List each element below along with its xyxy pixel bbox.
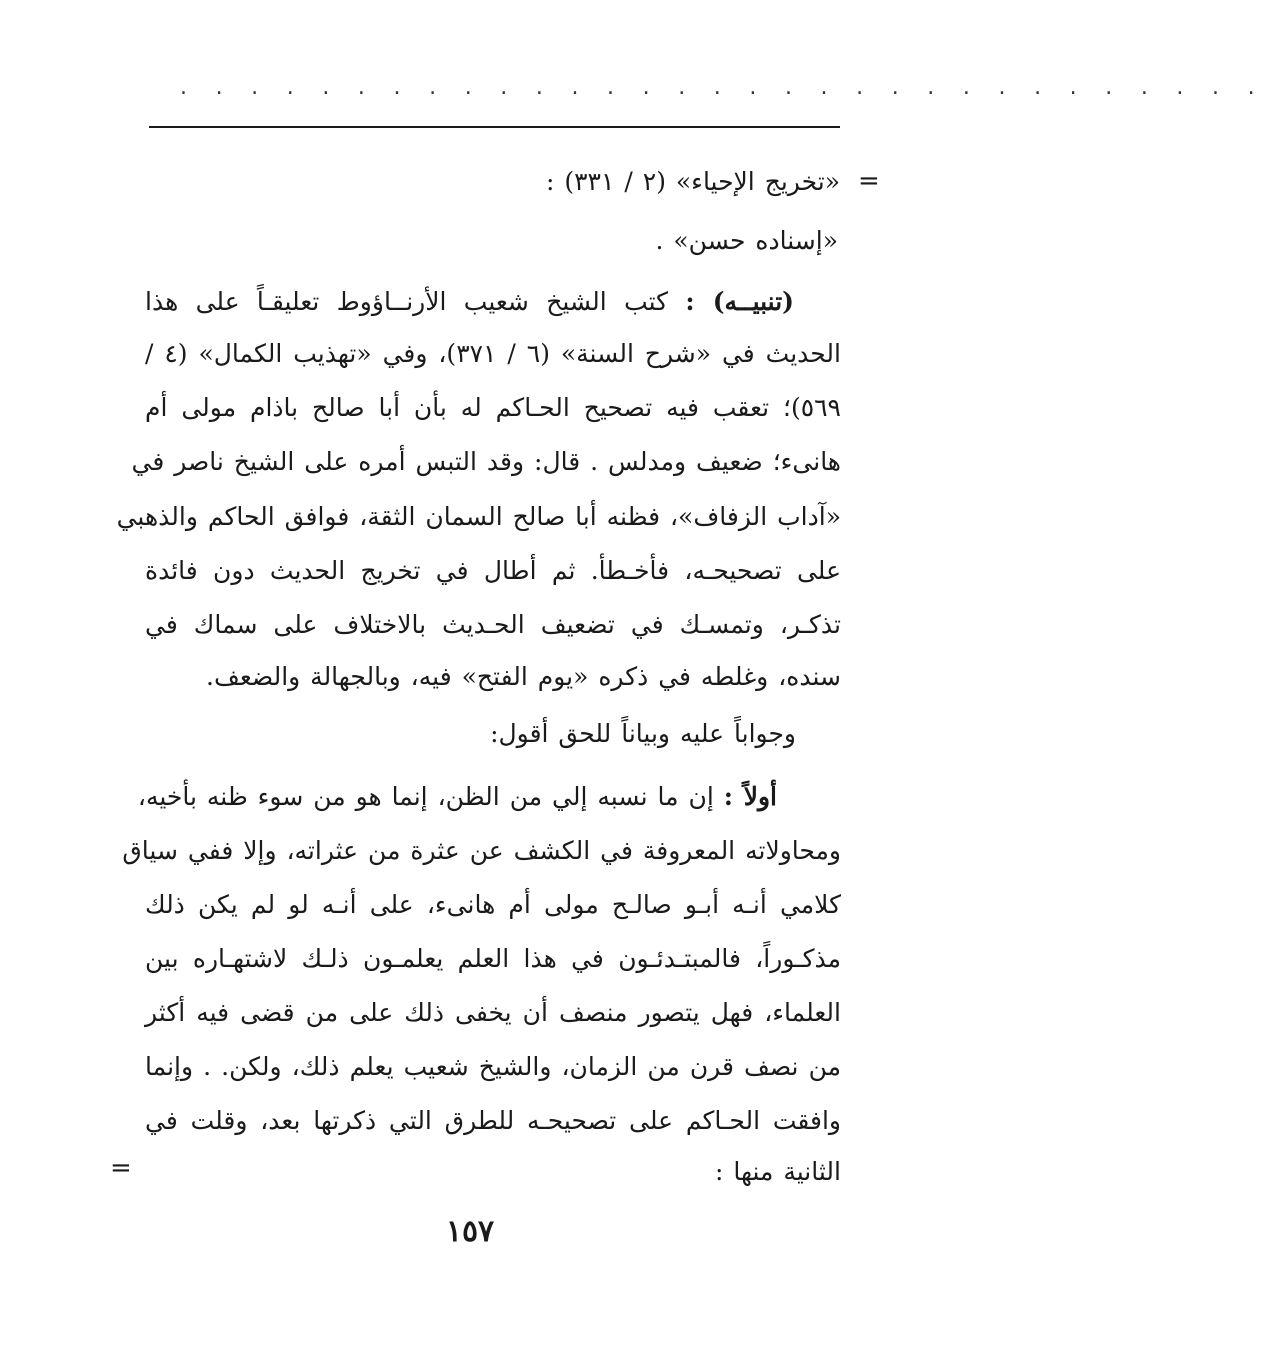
first-point-line-8: الثانية منها : <box>714 1157 841 1186</box>
page-number: ١٥٧ <box>445 1214 495 1249</box>
tanbih-line-4: هانىء؛ ضعيف ومدلس . قال: وقد التبس أمره على الشيخ ناصر في <box>131 447 841 476</box>
continuation-marker-top: = <box>858 166 880 196</box>
footnote-quote-line: «إسناده حسن» . <box>655 226 838 255</box>
tanbih-line-3: ٥٦٩)؛ تعقب فيه تصحيح الحـاكم له بأن أبا صالح باذام مولى أم <box>145 393 841 422</box>
footnote-source-line: «تخريج الإحياء» (٢ / ٣٣١) : <box>546 167 840 196</box>
header-dots: . . . . . . . . . . . . . . . . . . . . . . . . . . . . . . . <box>180 75 1265 100</box>
header-rule <box>149 126 840 128</box>
first-point-line-3: كلامي أنـه أبـو صالـح مولى أم هانىء، على أنـه لو لم يكن ذلك <box>145 890 841 919</box>
first-point-line-1 <box>137 770 777 824</box>
tanbih-line-1 <box>145 275 794 329</box>
first-point-line-6: من نصف قرن من الزمان، والشيخ شعيب يعلم ذلك، ولكن. . وإنما <box>145 1052 841 1081</box>
tanbih-line-7: تذكـر، وتمسـك في تضعيف الحـديث بالاختلاف على سماك في <box>145 610 841 639</box>
tanbih-text: كتب الشيخ شعيب الأرنــاؤوط تعليقـاً على هذا <box>145 287 669 316</box>
first-point-label: أولاً : <box>723 782 777 811</box>
tanbih-label: (تنبيــه) : <box>685 287 794 316</box>
tanbih-line-8: سنده، وغلطه في ذكره «يوم الفتح» فيه، وبالجهالة والضعف. <box>206 662 841 691</box>
first-point-text: إن ما نسبه إلي من الظن، إنما هو من سوء ظنه بأخيه، <box>137 782 714 811</box>
reply-intro: وجواباً عليه وبياناً للحق أقول: <box>490 719 796 748</box>
first-point-line-2: ومحاولاته المعروفة في الكشف عن عثرة من عثراته، وإلا ففي سياق <box>122 836 841 865</box>
first-point-line-4: مذكـوراً، فالمبتـدئـون في هذا العلم يعلمـون ذلـك لاشتهـاره بين <box>145 944 841 973</box>
tanbih-line-2: الحديث في «شرح السنة» (٦ / ٣٧١)، وفي «تهذيب الكمال» (٤ / <box>145 339 841 368</box>
first-point-line-5: العلماء، فهل يتصور منصف أن يخفى ذلك على من قضى فيه أكثر <box>145 998 841 1027</box>
tanbih-line-5: «آداب الزفاف»، فظنه أبا صالح السمان الثقة، فوافق الحاكم والذهبي <box>116 502 841 531</box>
tanbih-line-6: على تصحيحـه، فأخـطأ. ثم أطال في تخريج الحديث دون فائدة <box>145 556 841 585</box>
continuation-marker-bottom: = <box>110 1153 132 1183</box>
first-point-line-7: وافقت الحـاكم على تصحيحـه للطرق التي ذكرتها بعد، وقلت في <box>145 1106 841 1135</box>
